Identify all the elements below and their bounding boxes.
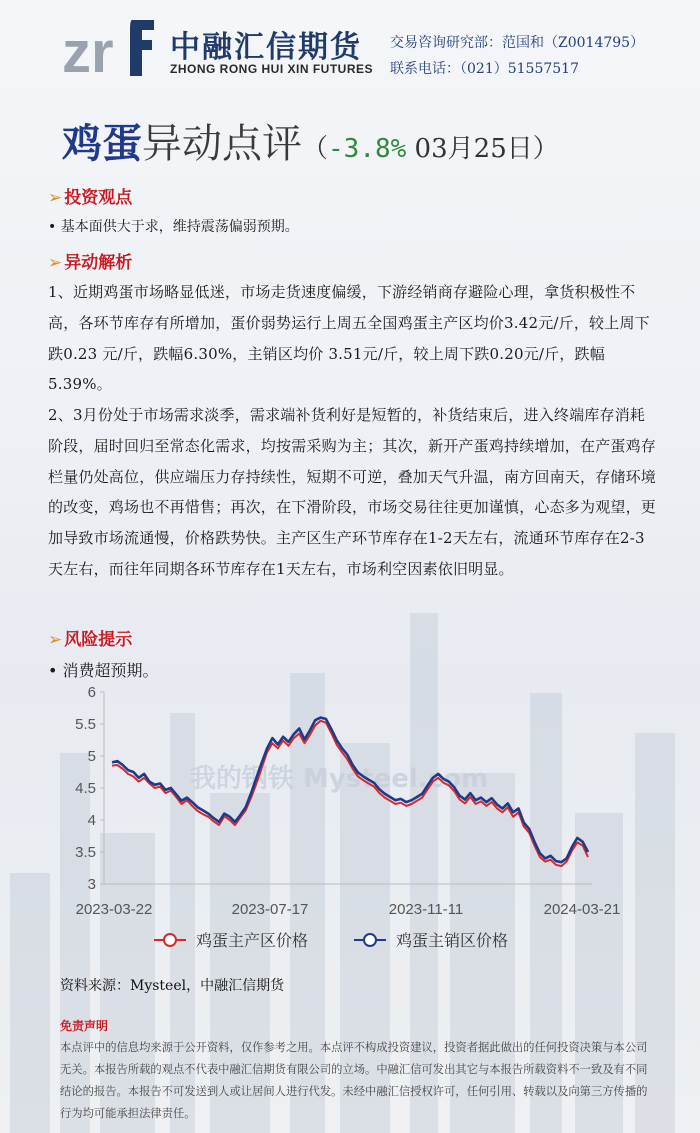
disclaimer-text: 本点评中的信息均来源于公开资料，仅作参考之用。本点评不构成投资建议，投资者据此做出的任何投资决策与本公司无关。本报告所载的观点不代表中融汇信期货有限公司的立场。中融汇信可发出其它与本报告所载资料不一致及有不同结论的报告。本报告不可发送到人或让居间人进行代发。未经中融汇信授权许可，任何引用、转载以及向第三方传播的行为均可能承担法律责任。 — [60, 1041, 648, 1120]
x-tick-label: 2023-07-17 — [231, 901, 309, 918]
title-product: 鸡蛋 — [62, 120, 142, 167]
title-date: 03月25日） — [406, 134, 559, 164]
report-header — [0, 0, 700, 92]
company-name-cn: 中融汇信期货 — [170, 30, 362, 65]
title-open-paren: （ — [302, 134, 329, 164]
legend-marker — [164, 934, 176, 946]
x-tick-label: 2023-03-22 — [75, 901, 153, 918]
chevron-right-icon: ➢ — [48, 188, 63, 208]
heading-risk: ➢ 风险提示 — [48, 630, 133, 650]
legend-label: 鸡蛋主销区价格 — [396, 931, 509, 950]
y-tick-label: 3 — [87, 876, 96, 893]
investment-view-bullet: • 基本面供大于求，维持震荡偏弱预期。 — [48, 219, 299, 235]
y-tick-label: 5 — [87, 748, 96, 765]
page-title — [62, 112, 559, 169]
egg-price-chart — [54, 682, 654, 952]
risk-bullet: • 消费超预期。 — [48, 661, 159, 680]
heading-analysis: ➢ 异动解析 — [48, 253, 133, 273]
y-tick-label: 6 — [87, 684, 96, 701]
data-source: 资料来源：Mysteel，中融汇信期货 — [60, 978, 285, 994]
company-logo-icon — [62, 14, 160, 78]
title-type: 异动点评 — [142, 121, 302, 167]
x-tick-label: 2024-03-21 — [543, 901, 621, 918]
contact-info — [390, 30, 644, 82]
x-tick-label: 2023-11-11 — [388, 901, 464, 918]
y-tick-label: 4.5 — [75, 780, 96, 797]
legend-label: 鸡蛋主产区价格 — [196, 931, 309, 950]
legend-marker — [364, 934, 376, 946]
svg-text:zr: zr — [62, 20, 114, 78]
y-tick-label: 4 — [87, 812, 96, 829]
chart-watermark: 我的钢铁 Mysteel.com — [189, 764, 489, 794]
analysis-paragraph-2: 2、3月份处于市场需求淡季，需求端补货利好是短暂的，补货结束后，进入终端库存消耗阶段，届时回归至常态化需求，均按需采购为主；其次，新开产蛋鸡持续增加，在产蛋鸡存栏量仍处高位，供应端压力存持续性，短期不可逆，叠加天气升温，南方回南天，存储环境的改变，鸡场也不再惜售；再次，在下滑阶段，市场交易往往更加谨慎，心态多为观望，更加导致市场流通慢，价格跌势快。主产区生产环节库存在1-2天左右，流通环节库存在2-3天左右，而往年同期各环节库存在1天左右，市场利空因素依旧明显。 — [48, 406, 657, 578]
heading-investment-view: ➢ 投资观点 — [48, 188, 133, 208]
analysis-paragraph-1: 1、近期鸡蛋市场略显低迷，市场走货速度偏缓，下游经销商存避险心理，拿货积极性不高，各环节库存有所增加，蛋价弱势运行上周五全国鸡蛋主产区均价3.42元/斤，较上周下跌0.23 元/斤，跌幅6.30%，主销区均价 3.51元/斤，较上周下跌0.20元/斤，跌幅5.39%。 — [48, 283, 650, 394]
y-tick-label: 5.5 — [75, 716, 96, 733]
contact-phone: 联系电话：（021）51557517 — [390, 61, 579, 77]
chevron-right-icon: ➢ — [48, 630, 63, 650]
chevron-right-icon: ➢ — [48, 253, 63, 273]
contact-researcher: 交易咨询研究部：范国和（Z0014795） — [390, 35, 645, 51]
title-change: -3.8% — [328, 134, 407, 164]
disclaimer-heading: 免责声明 — [60, 1019, 109, 1033]
y-tick-label: 3.5 — [75, 844, 96, 861]
company-name-en: ZHONG RONG HUI XIN FUTURES — [170, 62, 374, 76]
